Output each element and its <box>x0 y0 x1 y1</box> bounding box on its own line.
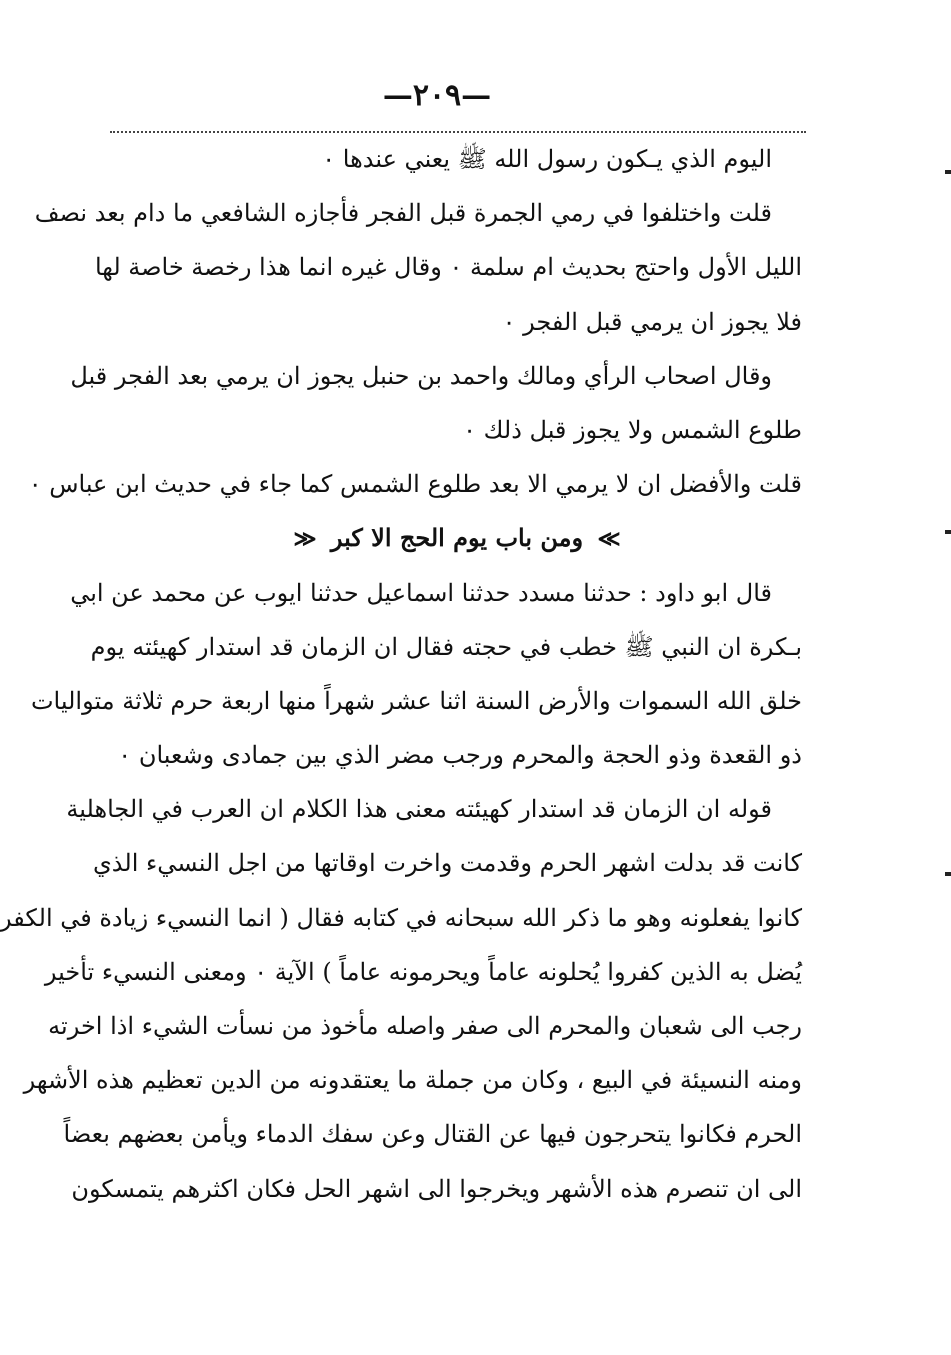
page-number: —٢٠٩— <box>382 78 492 113</box>
text-line: فلا يجوز ان يرمي قبل الفجر ٠ <box>502 307 802 336</box>
ornament-right-icon: ≫ <box>597 526 621 553</box>
section-heading-text: ومن باب يوم الحج الا كبر <box>330 523 584 553</box>
text-line: الى ان تنصرم هذه الأشهر ويخرجوا الى اشهر الحل فكان اكثرهم يتمسكون <box>71 1174 802 1203</box>
text-line: قلت واختلفوا في رمي الجمرة قبل الفجر فأجازه الشافعي ما دام بعد نصف <box>34 199 772 228</box>
text-line: قوله ان الزمان قد استدار كهيئته معنى هذا الكلام ان العرب في الجاهلية <box>66 795 772 824</box>
margin-mark <box>945 530 951 534</box>
text-line: ومنه النسيئة في البيع ، وكان من جملة ما يعتقدونه من الدين تعظيم هذه الأشهر <box>23 1066 802 1095</box>
text-line: خلق الله السموات والأرض السنة اثنا عشر شهراً منها اربعة حرم ثلاثة متواليات <box>30 686 802 715</box>
text-line: كانوا يفعلونه وهو ما ذكر الله سبحانه في كتابه فقال ( انما النسيء زيادة في الكفر <box>0 903 802 932</box>
text-line: رجب الى شعبان والمحرم الى صفر واصله مأخوذ من نسأت الشيء اذا اخرته <box>48 1012 802 1040</box>
margin-mark <box>945 170 951 174</box>
ornament-left-icon: ≪ <box>293 526 317 553</box>
text-line: اليوم الذي يـكون رسول الله ﷺ يعني عندها ٠ <box>322 145 772 173</box>
body-text <box>0 132 802 1216</box>
text-line: الحرم فكانوا يتحرجون فيها عن القتال وعن سفك الدماء ويأمن بعضهم بعضاً <box>63 1120 802 1149</box>
margin-mark <box>945 872 951 876</box>
text-line: يُضل به الذين كفروا يُحلونه عاماً ويحرمونه عاماً ) الآية ٠ ومعنى النسيء تأخير <box>44 957 802 986</box>
text-line: كانت قد بدلت اشهر الحرم وقدمت واخرت اوقاتها من اجل النسيء الذي <box>93 849 802 878</box>
text-line: الليل الأول واحتج بحديث ام سلمة ٠ وقال غيره انما هذا رخصة خاصة لها <box>94 253 802 282</box>
text-line: بـكرة ان النبي ﷺ خطب في حجته فقال ان الزمان قد استدار كهيئته يوم <box>90 632 802 661</box>
text-line: ذو القعدة وذو الحجة والمحرم ورجب مضر الذي بين جمادى وشعبان ٠ <box>118 741 802 770</box>
text-line: قال ابو داود : حدثنا مسدد حدثنا اسماعيل حدثنا ايوب عن محمد عن ابي <box>70 578 772 607</box>
text-line: وقال اصحاب الرأي ومالك واحمد بن حنبل يجوز ان يرمي بعد الفجر قبل <box>70 361 772 390</box>
text-line: قلت والأفضل ان لا يرمي الا بعد طلوع الشمس كما جاء في حديث ابن عباس ٠ <box>28 470 802 499</box>
text-line: طلوع الشمس ولا يجوز قبل ذلك ٠ <box>463 415 802 444</box>
section-heading <box>112 511 802 565</box>
